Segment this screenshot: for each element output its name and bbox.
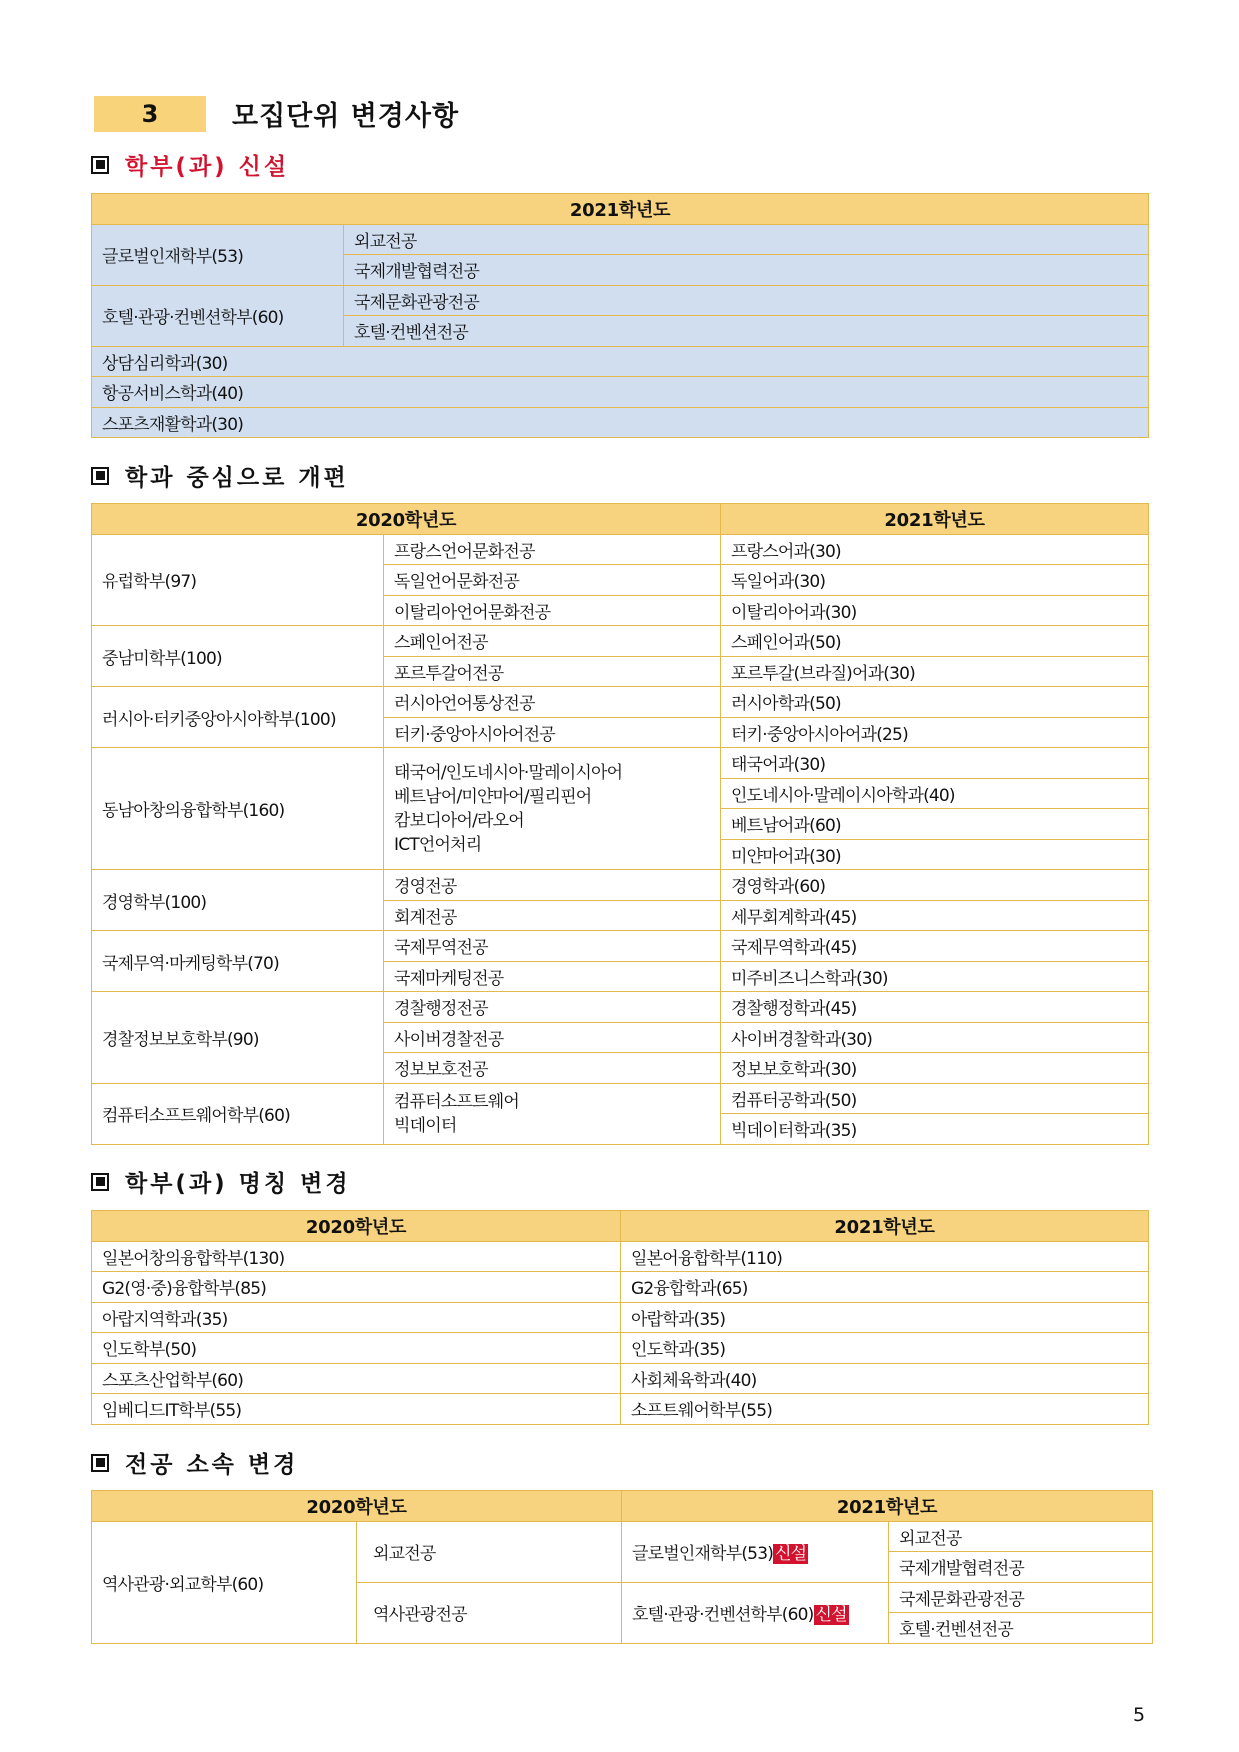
column-header-2020: 2020학년도	[92, 504, 721, 535]
square-bullet-icon	[91, 467, 109, 485]
major-line: 베트남어/미얀마어/필리핀어	[394, 786, 592, 807]
dept-cell: 경찰행정학과(45)	[721, 992, 1149, 1023]
old-major-cell: 역사관광전공	[357, 1582, 622, 1643]
new-name-cell: 사회체육학과(40)	[621, 1363, 1149, 1394]
major-cell: 이탈리아언어문화전공	[384, 595, 721, 626]
dept-cell: 빅데이터학과(35)	[721, 1114, 1149, 1145]
major-cell: 터키·중앙아시아어전공	[384, 717, 721, 748]
major-line: ICT언어처리	[394, 834, 482, 855]
dept-cell: 정보보호학과(30)	[721, 1053, 1149, 1084]
major-block-cell	[384, 1083, 721, 1144]
affil-table	[91, 1490, 1153, 1644]
major-cell: 경찰행정전공	[384, 992, 721, 1023]
column-header-2021: 2021학년도	[622, 1491, 1153, 1522]
dept-cell: 베트남어과(60)	[721, 809, 1149, 840]
dept-cell: 러시아학과(50)	[721, 687, 1149, 718]
dept-cell: 프랑스어과(30)	[721, 534, 1149, 565]
dept-cell: 터키·중앙아시아어과(25)	[721, 717, 1149, 748]
old-name-cell: 인도학부(50)	[92, 1333, 621, 1364]
column-header-2021: 2021학년도	[621, 1211, 1149, 1242]
dept-cell: 상담심리학과(30)	[92, 346, 1149, 377]
old-name-cell: 아랍지역학과(35)	[92, 1302, 621, 1333]
major-cell: 외교전공	[344, 224, 1149, 255]
old-name-cell: 임베디드IT학부(55)	[92, 1394, 621, 1425]
major-line: 태국어/인도네시아·말레이시아어	[394, 762, 623, 783]
dept-cell: 컴퓨터공학과(50)	[721, 1083, 1149, 1114]
section-header	[94, 94, 459, 133]
new-name-cell: G2융합학과(65)	[621, 1272, 1149, 1303]
new-name-cell: 아랍학과(35)	[621, 1302, 1149, 1333]
major-cell: 정보보호전공	[384, 1053, 721, 1084]
major-line: 컴퓨터소프트웨어	[394, 1091, 519, 1112]
new-name-cell: 일본어융합학부(110)	[621, 1241, 1149, 1272]
dept-cell: 미얀마어과(30)	[721, 839, 1149, 870]
old-major-cell: 외교전공	[357, 1521, 622, 1582]
square-bullet-icon	[91, 1454, 109, 1472]
dept-cell: 사이버경찰학과(30)	[721, 1022, 1149, 1053]
school-cell: 중남미학부(100)	[92, 626, 384, 687]
subheading-affil: 전공 소속 변경	[91, 1446, 298, 1479]
dept-cell: 이탈리아어과(30)	[721, 595, 1149, 626]
column-header-2020: 2020학년도	[92, 1211, 621, 1242]
new-school-name: 호텔·관광·컨벤션학부(60)	[632, 1605, 814, 1625]
dept-cell: 세무회계학과(45)	[721, 900, 1149, 931]
major-cell: 프랑스언어문화전공	[384, 534, 721, 565]
dept-cell: 스포츠재활학과(30)	[92, 407, 1149, 438]
major-line: 캄보디아어/라오어	[394, 810, 524, 831]
dept-cell: 경영학과(60)	[721, 870, 1149, 901]
page-number: 5	[1133, 1704, 1146, 1726]
major-cell: 회계전공	[384, 900, 721, 931]
new-major-cell: 국제문화관광전공	[889, 1582, 1153, 1613]
reorg-table	[91, 503, 1149, 1145]
new-name-cell: 소프트웨어학부(55)	[621, 1394, 1149, 1425]
old-name-cell: 스포츠산업학부(60)	[92, 1363, 621, 1394]
school-cell: 국제무역·마케팅학부(70)	[92, 931, 384, 992]
major-cell: 호텔·컨벤션전공	[344, 316, 1149, 347]
new-major-cell: 외교전공	[889, 1521, 1153, 1552]
major-cell: 국제문화관광전공	[344, 285, 1149, 316]
school-cell: 동남아창의융합학부(160)	[92, 748, 384, 870]
major-cell: 국제무역전공	[384, 931, 721, 962]
major-cell: 포르투갈어전공	[384, 656, 721, 687]
dept-cell: 스페인어과(50)	[721, 626, 1149, 657]
new-major-cell: 호텔·컨벤션전공	[889, 1613, 1153, 1644]
school-cell: 경찰정보보호학부(90)	[92, 992, 384, 1084]
major-cell: 독일언어문화전공	[384, 565, 721, 596]
dept-cell: 국제무역학과(45)	[721, 931, 1149, 962]
rename-table	[91, 1210, 1149, 1425]
dept-cell: 포르투갈(브라질)어과(30)	[721, 656, 1149, 687]
major-cell: 스페인어전공	[384, 626, 721, 657]
major-cell: 경영전공	[384, 870, 721, 901]
new-badge: 신설	[775, 1544, 807, 1564]
dept-cell: 미주비즈니스학과(30)	[721, 961, 1149, 992]
major-block-cell	[384, 748, 721, 870]
dept-cell: 태국어과(30)	[721, 748, 1149, 779]
new-dept-table	[91, 193, 1149, 438]
school-cell: 컴퓨터소프트웨어학부(60)	[92, 1083, 384, 1144]
old-school-cell: 역사관광·외교학부(60)	[92, 1521, 357, 1643]
column-header-2020: 2020학년도	[92, 1491, 622, 1522]
new-school-name: 글로벌인재학부(53)	[632, 1544, 774, 1564]
section-title: 모집단위 변경사항	[232, 101, 460, 132]
dept-cell: 독일어과(30)	[721, 565, 1149, 596]
section-number: 3	[94, 96, 206, 132]
new-badge: 신설	[815, 1605, 847, 1625]
new-school-cell	[622, 1521, 889, 1582]
subheading-rename: 학부(과) 명칭 변경	[91, 1165, 351, 1198]
school-cell: 유럽학부(97)	[92, 534, 384, 626]
old-name-cell: 일본어창의융합학부(130)	[92, 1241, 621, 1272]
new-major-cell: 국제개발협력전공	[889, 1552, 1153, 1583]
school-cell: 러시아·터키중앙아시아학부(100)	[92, 687, 384, 748]
major-line: 빅데이터	[394, 1115, 457, 1136]
square-bullet-icon	[91, 156, 109, 174]
new-school-cell	[622, 1582, 889, 1643]
column-header-2021: 2021학년도	[721, 504, 1149, 535]
major-cell: 국제개발협력전공	[344, 255, 1149, 286]
column-header: 2021학년도	[92, 194, 1149, 225]
major-cell: 러시아언어통상전공	[384, 687, 721, 718]
school-cell: 글로벌인재학부(53)	[92, 224, 344, 285]
square-bullet-icon	[91, 1173, 109, 1191]
major-cell: 국제마케팅전공	[384, 961, 721, 992]
old-name-cell: G2(영·중)융합학부(85)	[92, 1272, 621, 1303]
subheading-reorg: 학과 중심으로 개편	[91, 459, 349, 492]
dept-cell: 인도네시아·말레이시아학과(40)	[721, 778, 1149, 809]
school-cell: 호텔·관광·컨벤션학부(60)	[92, 285, 344, 346]
major-cell: 사이버경찰전공	[384, 1022, 721, 1053]
dept-cell: 항공서비스학과(40)	[92, 377, 1149, 408]
subheading-new-dept: 학부(과) 신설	[91, 148, 289, 181]
new-name-cell: 인도학과(35)	[621, 1333, 1149, 1364]
school-cell: 경영학부(100)	[92, 870, 384, 931]
